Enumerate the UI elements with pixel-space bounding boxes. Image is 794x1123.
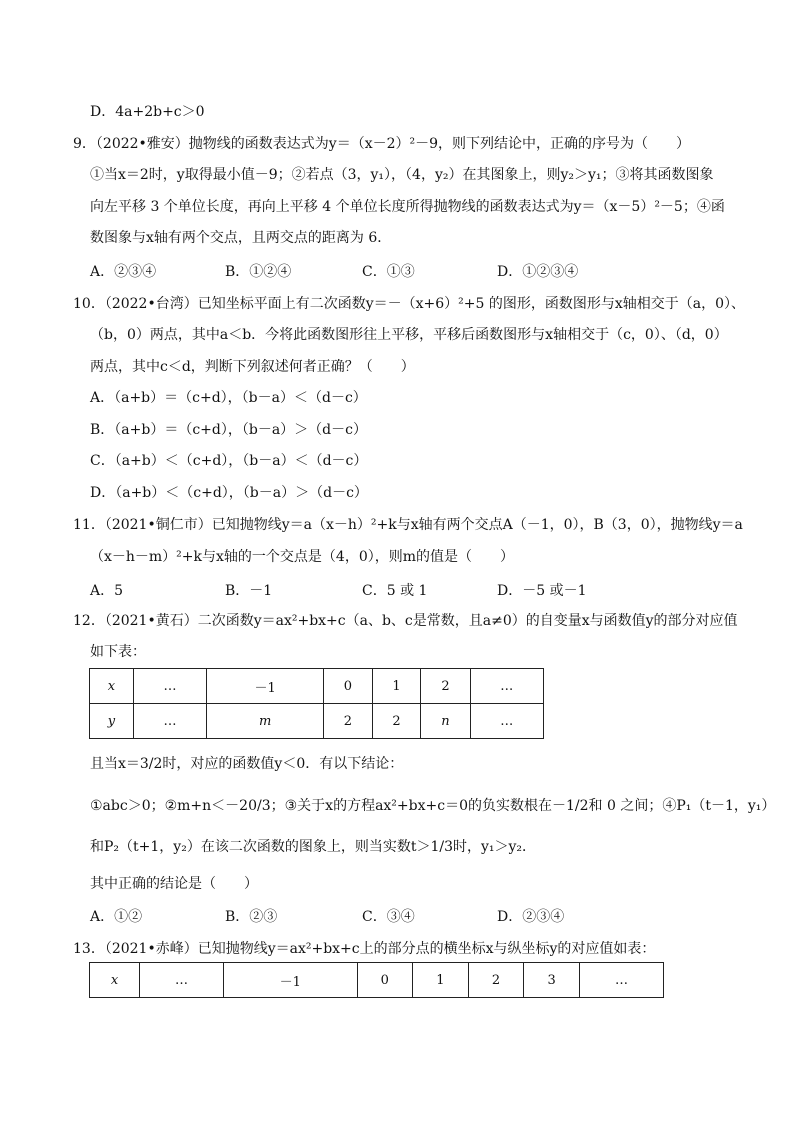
table-row xyxy=(90,963,664,998)
q8-option-d: D．4a+2b+c＞0 xyxy=(90,104,205,120)
table-cell: －1 xyxy=(223,963,357,998)
q9-statement-line-3: 数图象与x轴有两个交点，且两交点的距离为 6． xyxy=(90,230,392,246)
q12-option-a[interactable]: A．①② xyxy=(90,909,143,925)
table-cell: … xyxy=(470,669,543,704)
q13-stem: 13．（2021•赤峰）已知抛物线y＝ax²+bx+c上的部分点的横坐标x与纵坐标y的对应值如表： xyxy=(73,941,656,957)
q12-stem-line-1: 12．（2021•黄石）二次函数y＝ax²+bx+c（a、b、c是常数，且a≠0）的自变量x与函数值y的部分对应值 xyxy=(73,613,738,629)
table-row xyxy=(90,669,544,704)
q9-option-c[interactable]: C．①③ xyxy=(362,264,415,280)
table-cell: 2 xyxy=(372,704,421,739)
q11-stem-line-1: 11．（2021•铜仁市）已知抛物线y＝a（x－h）²+k与x轴有两个交点A（－1，0），B（3，0），抛物线y＝a xyxy=(73,517,743,533)
table-cell: … xyxy=(133,669,206,704)
q11-option-d[interactable]: D．－5 或－1 xyxy=(497,583,587,599)
q10-option-c[interactable]: C．（a+b）＜（c+d），（b－a）＜（d－c） xyxy=(90,453,368,469)
table-cell: －1 xyxy=(207,669,324,704)
q12-conclusions-line-1: ①abc＞0；②m+n＜－20/3；③关于x的方程ax²+bx+c＝0的负实数根在－1/2和 0 之间；④P₁（t－1，y₁） xyxy=(90,798,776,814)
q12-value-table xyxy=(89,668,544,739)
table-cell: 3 xyxy=(524,963,580,998)
table-cell: x xyxy=(90,963,140,998)
table-cell: 2 xyxy=(468,963,524,998)
q9-statement-line-2: 向左平移 3 个单位长度，再向上平移 4 个单位长度所得抛物线的函数表达式为y＝（x－5）²－5；④函 xyxy=(90,199,725,215)
q9-option-d[interactable]: D．①②③④ xyxy=(497,264,579,280)
table-cell: 1 xyxy=(413,963,469,998)
table-cell: m xyxy=(207,704,324,739)
q11-option-b[interactable]: B．－1 xyxy=(225,583,273,599)
q10-stem-line-2: （b，0）两点，其中a＜b．今将此函数图形往上平移，平移后函数图形与x轴相交于（c，0）、（d，0） xyxy=(90,327,728,343)
q10-stem-line-3: 两点，其中c＜d，判断下列叙述何者正确？（ ） xyxy=(90,359,415,375)
table-cell: 2 xyxy=(324,704,373,739)
q10-option-a[interactable]: A．（a+b）＝（c+d），（b－a）＜（d－c） xyxy=(90,390,367,406)
q10-stem-line-1: 10．（2022•台湾）已知坐标平面上有二次函数y＝－（x+6）²+5 的图形，函数图形与x轴相交于（a，0）、 xyxy=(73,296,745,312)
q13-value-table xyxy=(89,962,664,998)
table-cell: … xyxy=(133,704,206,739)
q11-stem-line-2: （x－h－m）²+k与x轴的一个交点是（4，0），则m的值是（ ） xyxy=(90,549,514,565)
q9-stem: 9．（2022•雅安）抛物线的函数表达式为y＝（x－2）²－9，则下列结论中，正确的序号为（ ） xyxy=(73,136,691,152)
q12-condition: 且当x＝3/2时，对应的函数值y＜0．有以下结论： xyxy=(90,756,404,772)
q10-option-d[interactable]: D．（a+b）＜（c+d），（b－a）＞（d－c） xyxy=(90,485,368,501)
q10-option-b[interactable]: B．（a+b）＝（c+d），（b－a）＞（d－c） xyxy=(90,422,367,438)
table-cell: 1 xyxy=(372,669,421,704)
table-cell: … xyxy=(580,963,664,998)
table-row xyxy=(90,704,544,739)
table-cell: n xyxy=(421,704,470,739)
q12-option-b[interactable]: B．②③ xyxy=(225,909,278,925)
q12-option-c[interactable]: C．③④ xyxy=(362,909,415,925)
q11-option-a[interactable]: A．5 xyxy=(90,583,124,599)
q12-question: 其中正确的结论是（ ） xyxy=(90,876,258,892)
table-cell: 0 xyxy=(324,669,373,704)
table-cell: … xyxy=(470,704,543,739)
q9-option-b[interactable]: B．①②④ xyxy=(225,264,292,280)
q12-conclusions-line-2: 和P₂（t+1，y₂）在该二次函数的图象上，则当实数t＞1/3时，y₁＞y₂． xyxy=(90,839,537,855)
q9-option-a[interactable]: A．②③④ xyxy=(90,264,157,280)
table-cell: y xyxy=(90,704,134,739)
table-cell: x xyxy=(90,669,134,704)
q12-option-d[interactable]: D．②③④ xyxy=(497,909,565,925)
table-cell: 2 xyxy=(421,669,470,704)
table-cell: 0 xyxy=(357,963,413,998)
table-cell: … xyxy=(140,963,224,998)
q11-option-c[interactable]: C．5 或 1 xyxy=(362,583,428,599)
q9-statement-line-1: ①当x＝2时，y取得最小值－9；②若点（3，y₁），（4，y₂）在其图象上，则y₂＞y₁；③将其函数图象 xyxy=(90,167,714,183)
q12-stem-line-2: 如下表： xyxy=(90,644,146,660)
